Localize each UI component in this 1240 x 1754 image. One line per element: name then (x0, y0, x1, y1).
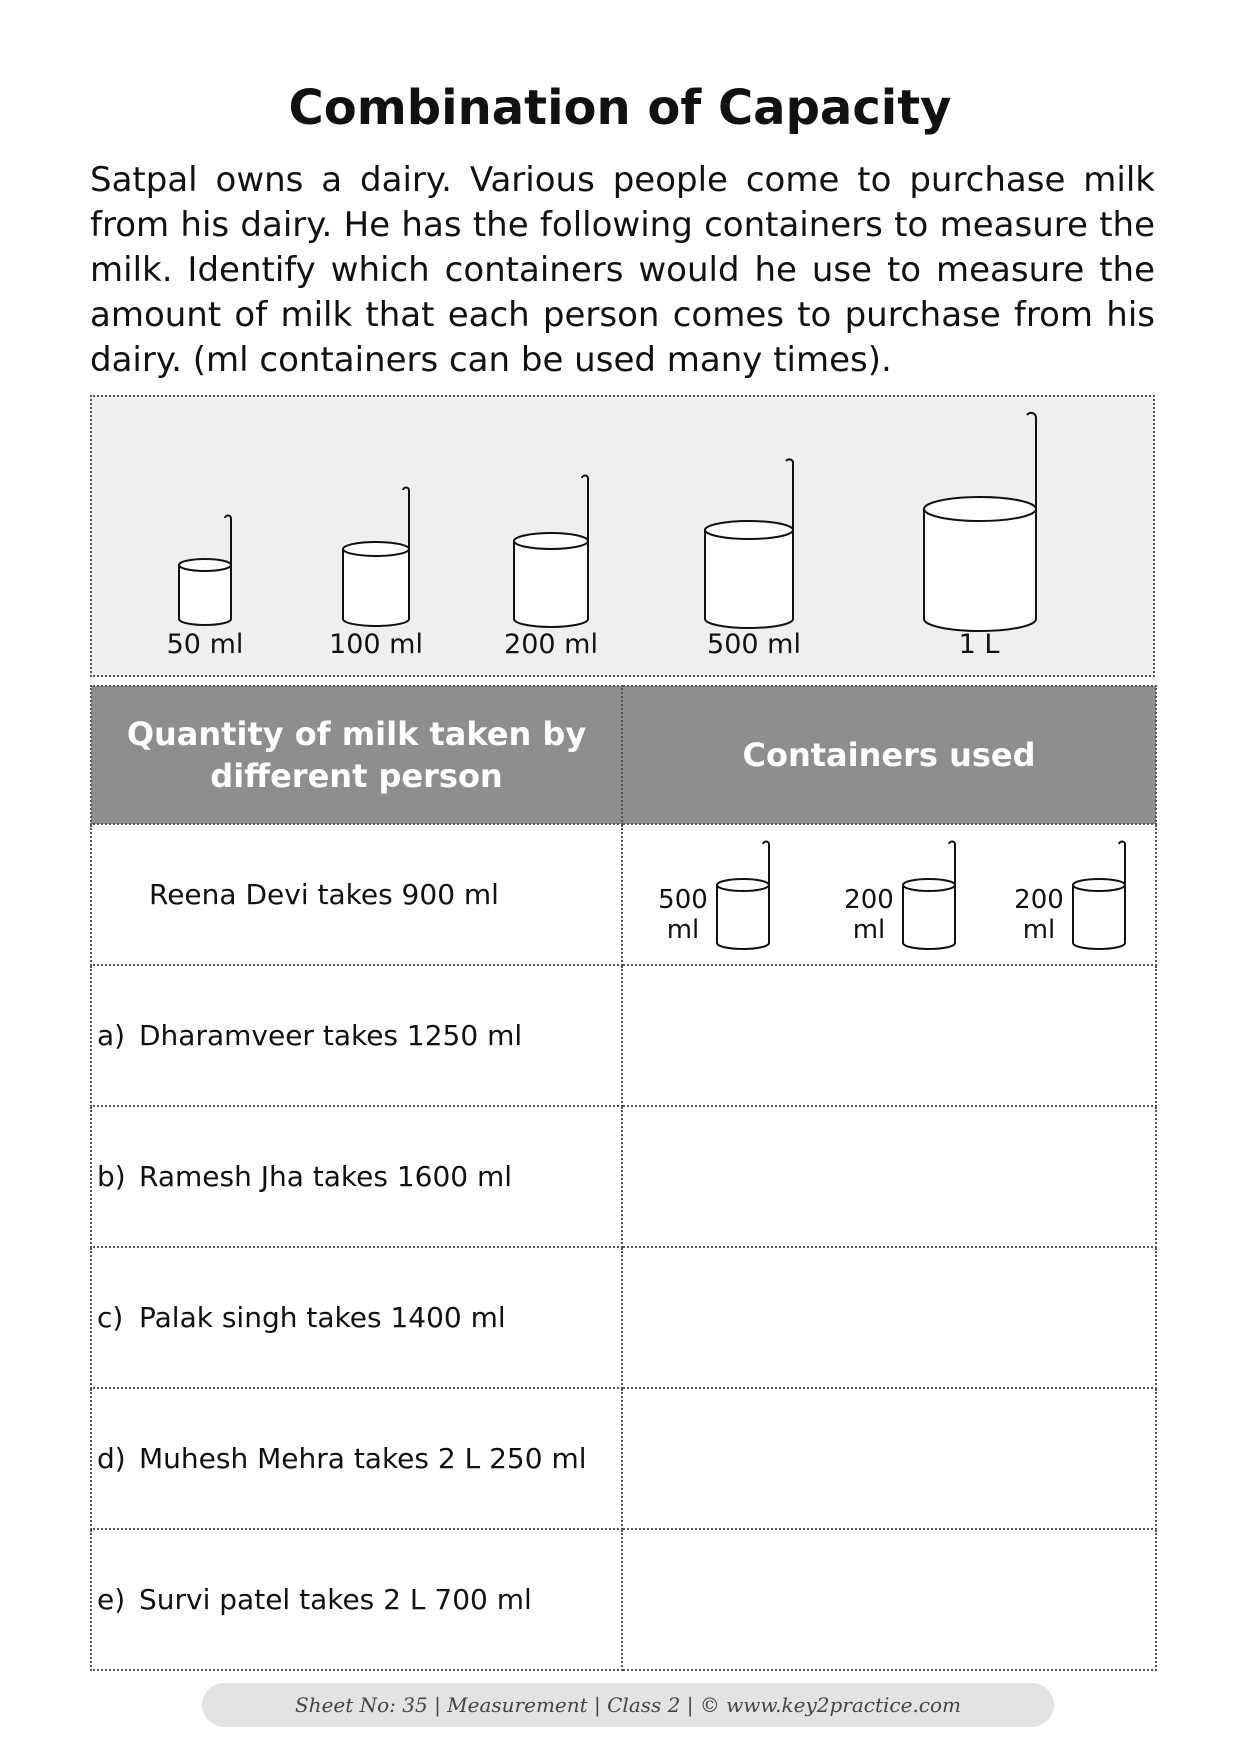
example-container-500ml-icon (717, 841, 769, 949)
container-label: 200 ml (504, 629, 598, 660)
example-row (91, 824, 1156, 965)
example-container-200ml-icon (903, 841, 955, 949)
answer-cell[interactable] (622, 1529, 1156, 1670)
quantity-cell (91, 1106, 622, 1247)
question-text: Palak singh takes 1400 ml (139, 1301, 506, 1334)
page-title: Combination of Capacity (288, 80, 952, 136)
answer-table (90, 685, 1157, 1671)
example-quantity-cell (91, 824, 622, 965)
table-row (91, 1247, 1156, 1388)
question-letter: d) (97, 1442, 126, 1475)
question-text: Dharamveer takes 1250 ml (139, 1019, 523, 1052)
quantity-column-header: Quantity of milk taken by different person (91, 686, 622, 824)
question-text: Ramesh Jha takes 1600 ml (139, 1160, 513, 1193)
page-footer: Sheet No: 35 | Measurement | Class 2 | © www.key2practice.com (202, 1683, 1054, 1727)
quantity-cell (91, 1388, 622, 1529)
question-letter: a) (97, 1019, 126, 1052)
table-header-row (91, 686, 1156, 824)
answer-cell[interactable] (622, 1106, 1156, 1247)
example-containers-cell (622, 824, 1156, 965)
table-row (91, 965, 1156, 1106)
question-letter: b) (97, 1160, 126, 1193)
example-container-label: 200 ml (1014, 885, 1064, 945)
quantity-cell (91, 1247, 622, 1388)
answer-cell[interactable] (622, 1388, 1156, 1529)
example-container-label: 500 ml (658, 885, 708, 945)
example-container-200ml-icon (1073, 841, 1125, 949)
answer-cell[interactable] (622, 965, 1156, 1106)
answer-cell[interactable] (622, 1247, 1156, 1388)
container-100ml-icon (343, 487, 409, 626)
container-label: 50 ml (166, 629, 244, 660)
instructions-paragraph: Satpal owns a dairy. Various people come to purchase milk from his dairy. He has the following containers to measure the milk. Identify which containers would he use to measure the amount of milk that each person comes to purchase from his dairy. (ml containers can be used many times). (90, 160, 1155, 380)
containers-column-header: Containers used (622, 686, 1156, 824)
example-container-label: 200 ml (844, 885, 894, 945)
container-50ml-icon (179, 515, 231, 625)
example-quantity-text: Reena Devi takes 900 ml (149, 878, 499, 911)
container-200ml-icon (514, 475, 588, 627)
quantity-cell (91, 1529, 622, 1670)
container-label: 1 L (958, 629, 1000, 660)
container-1l-icon (924, 413, 1036, 631)
container-500ml-icon (705, 459, 793, 628)
containers-panel (90, 395, 1155, 677)
question-text: Muhesh Mehra takes 2 L 250 ml (139, 1442, 587, 1475)
question-letter: e) (97, 1583, 126, 1616)
container-label: 500 ml (707, 629, 801, 660)
table-row (91, 1529, 1156, 1670)
table-row (91, 1388, 1156, 1529)
container-label: 100 ml (329, 629, 423, 660)
question-text: Survi patel takes 2 L 700 ml (139, 1583, 532, 1616)
quantity-cell (91, 965, 622, 1106)
table-row (91, 1106, 1156, 1247)
question-letter: c) (97, 1301, 124, 1334)
